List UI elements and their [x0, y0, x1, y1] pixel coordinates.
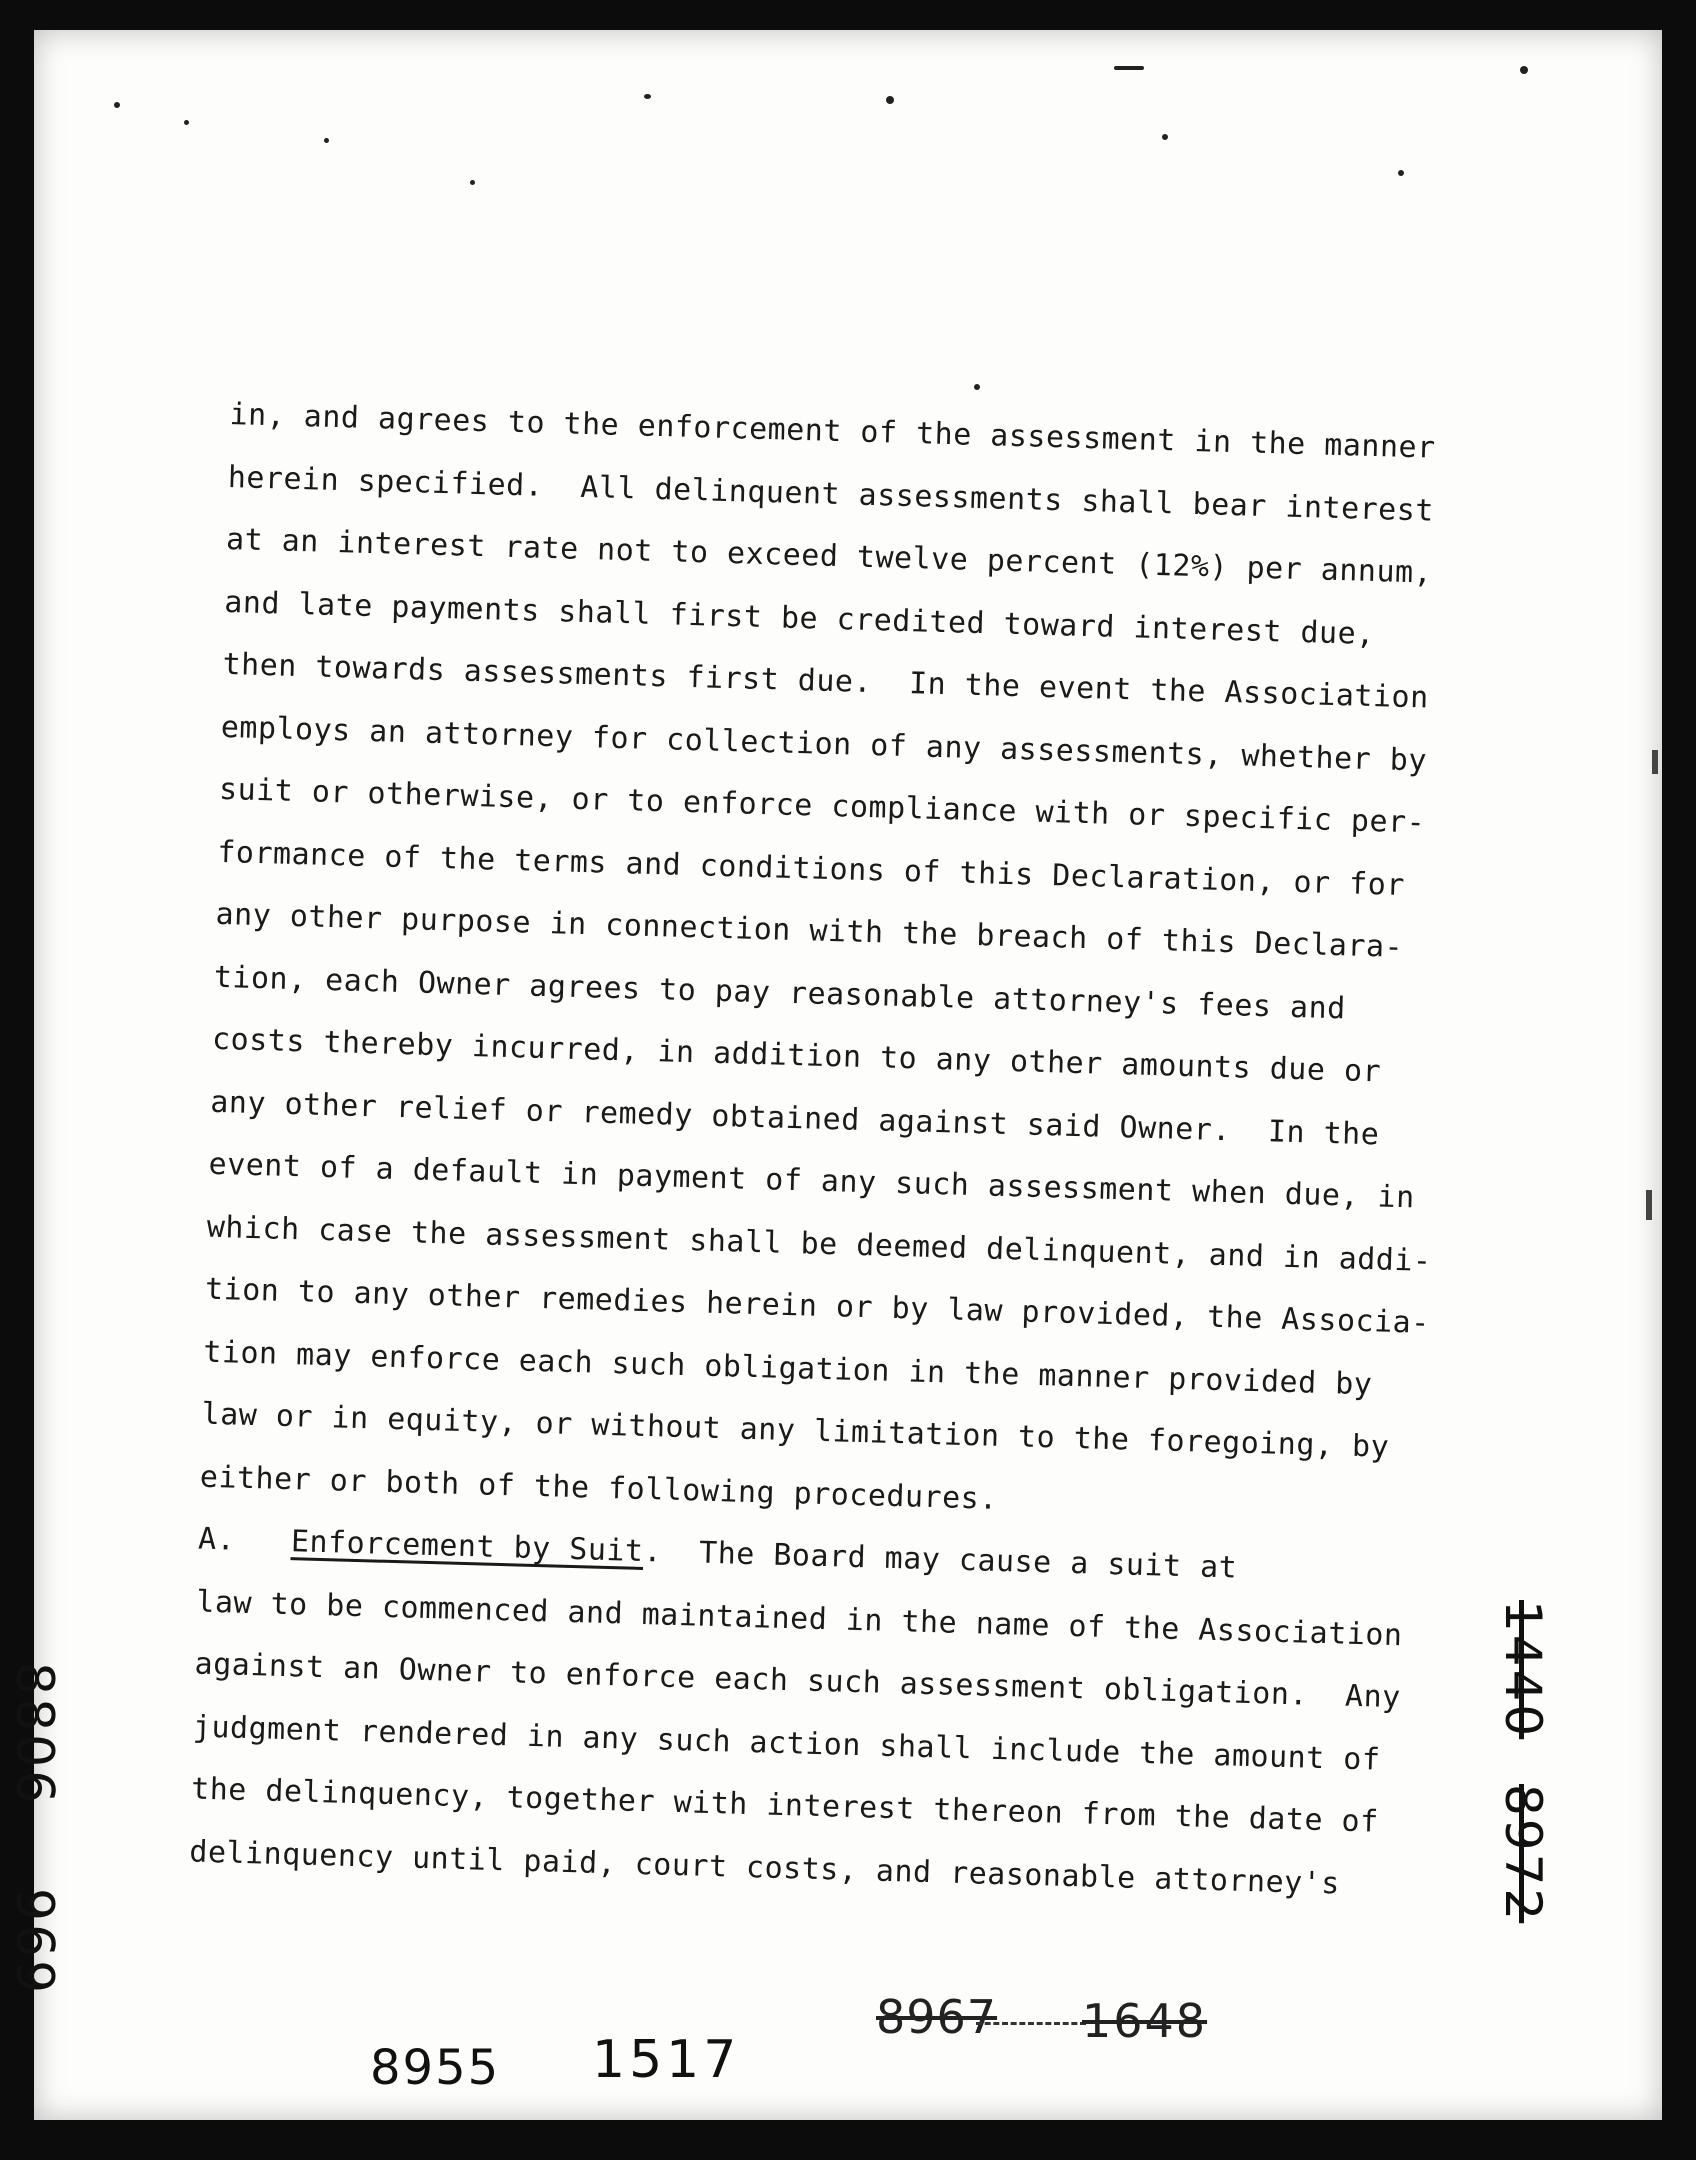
footer-stamp-2: 1517 — [592, 2030, 741, 2090]
footer-stamp-struck-1: 8967 — [876, 1990, 998, 2044]
text-line: costs thereby incurred, in addition to any other amounts due or — [211, 1021, 1382, 1090]
text-line: in, and agrees to the enforcement of the assessment in the manner — [229, 397, 1437, 466]
speck — [974, 384, 980, 390]
speck — [184, 120, 189, 125]
section-title-suffix: . The Board may cause a suit at — [643, 1534, 1238, 1586]
text-line: the delinquency, together with interest thereon from the date of — [190, 1771, 1380, 1840]
speck — [1520, 66, 1528, 74]
text-line: tion to any other remedies herein or by law provided, the Associa- — [204, 1271, 1431, 1341]
speck — [886, 96, 894, 104]
text-line: tion, each Owner agrees to pay reasonable attorney's fees and — [213, 959, 1347, 1026]
text-line: suit or otherwise, or to enforce compliance with or specific per- — [218, 771, 1426, 841]
text-line: at an interest rate not to exceed twelve percent (12%) per annum, — [225, 521, 1433, 591]
footer-dash — [976, 2022, 1086, 2025]
text-line: law to be commenced and maintained in the name of the Association — [195, 1584, 1403, 1653]
text-line: tion may enforce each such obligation in the manner provided by — [202, 1334, 1373, 1402]
speck — [1398, 170, 1404, 176]
text-line: delinquency until paid, court costs, and reasonable attorney's — [188, 1833, 1341, 1902]
text-line: any other relief or remedy obtained against said Owner. In the — [209, 1084, 1380, 1152]
text-line: law or in equity, or without any limitation to the foregoing, by — [201, 1396, 1390, 1465]
text-line: either or both of the following procedures. — [199, 1459, 999, 1517]
text-line: and late payments shall first be credited toward interest due, — [223, 584, 1376, 652]
speck — [644, 94, 651, 99]
footer-stamp-struck-2: 1648 — [1082, 1994, 1208, 2048]
margin-number-right-top: 1440 — [1494, 1600, 1552, 1740]
margin-number-left-bottom: 969 — [4, 1888, 64, 1997]
text-line: herein specified. All delinquent assessments shall bear interest — [227, 459, 1435, 529]
margin-number-right-bottom: 8972 — [1494, 1784, 1552, 1924]
speck — [470, 180, 475, 185]
margin-number-left-top: 8806 — [4, 1662, 64, 1807]
document-body — [188, 397, 1649, 1939]
speck — [324, 138, 329, 143]
text-line: formance of the terms and conditions of this Declaration, or for — [216, 834, 1406, 903]
text-line: then towards assessments first due. In the event the Association — [222, 646, 1430, 716]
text-line: event of a default in payment of any such assessment when due, in — [208, 1146, 1416, 1216]
text-line: employs an attorney for collection of any assessments, whether by — [220, 709, 1428, 779]
speck — [1114, 66, 1144, 70]
text-line: which case the assessment shall be deemed delinquent, and in addi- — [206, 1209, 1432, 1279]
speck — [1162, 134, 1168, 140]
speck — [114, 102, 120, 108]
margin-mark — [1652, 750, 1658, 774]
text-line: any other purpose in connection with the breach of this Declara- — [215, 896, 1404, 965]
section-title: Enforcement by Suit — [290, 1524, 644, 1569]
footer-stamp-1: 8955 — [370, 2040, 501, 2096]
section-prefix: A. — [197, 1521, 236, 1558]
text-line: against an Owner to enforce each such assessment obligation. Any — [194, 1646, 1402, 1716]
text-line: judgment rendered in any such action shall include the amount of — [192, 1708, 1381, 1778]
margin-mark — [1646, 1190, 1652, 1220]
